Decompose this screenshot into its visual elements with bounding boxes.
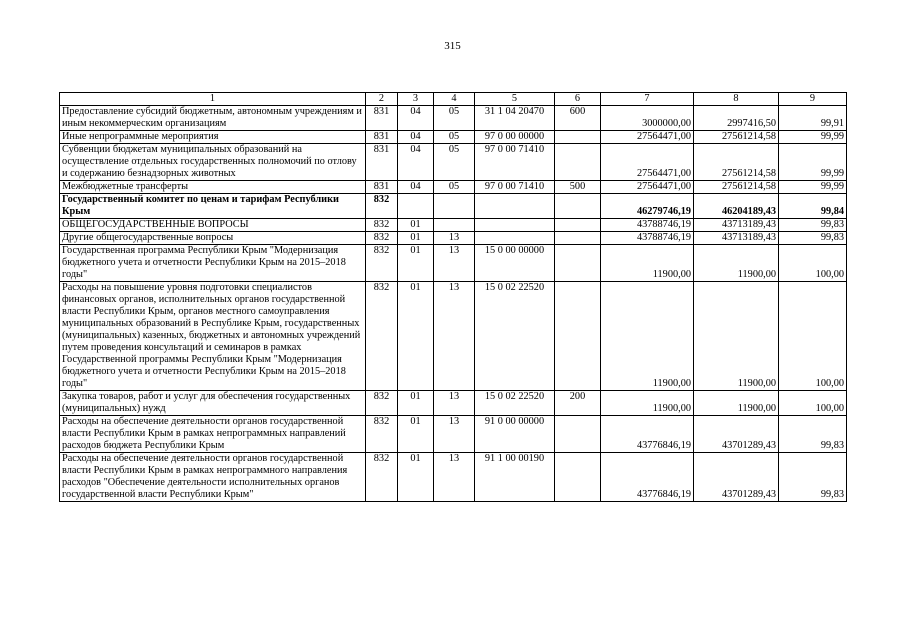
row-plan-amount: 43788746,19: [601, 232, 694, 245]
row-expense-type: [555, 453, 601, 502]
row-subsection-code: [434, 194, 475, 219]
row-ved-code: 832: [366, 194, 398, 219]
row-target-article: 97 0 00 71410: [475, 181, 555, 194]
row-target-article: [475, 232, 555, 245]
row-section-code: [398, 194, 434, 219]
row-actual-amount: 11900,00: [694, 391, 779, 416]
row-subsection-code: 13: [434, 245, 475, 282]
row-subsection-code: 13: [434, 391, 475, 416]
row-actual-amount: 43701289,43: [694, 453, 779, 502]
row-ved-code: 832: [366, 453, 398, 502]
row-expense-type: [555, 245, 601, 282]
row-ved-code: 832: [366, 232, 398, 245]
column-header: 9: [779, 93, 847, 106]
row-ved-code: 832: [366, 245, 398, 282]
row-plan-amount: 27564471,00: [601, 131, 694, 144]
row-percent: 99,99: [779, 144, 847, 181]
row-section-code: 04: [398, 181, 434, 194]
table-row: [60, 391, 847, 416]
column-header: 5: [475, 93, 555, 106]
row-name: ОБЩЕГОСУДАРСТВЕННЫЕ ВОПРОСЫ: [60, 219, 366, 232]
row-expense-type: 200: [555, 391, 601, 416]
row-subsection-code: 05: [434, 131, 475, 144]
row-percent: 99,99: [779, 131, 847, 144]
row-plan-amount: 43776846,19: [601, 453, 694, 502]
row-expense-type: [555, 131, 601, 144]
table-row: [60, 131, 847, 144]
table-row: [60, 282, 847, 391]
row-subsection-code: 13: [434, 453, 475, 502]
row-plan-amount: 3000000,00: [601, 106, 694, 131]
row-target-article: 97 0 00 00000: [475, 131, 555, 144]
row-percent: 100,00: [779, 391, 847, 416]
row-target-article: 91 0 00 00000: [475, 416, 555, 453]
row-actual-amount: 43713189,43: [694, 219, 779, 232]
column-header: 8: [694, 93, 779, 106]
page-number: 315: [444, 40, 461, 52]
row-actual-amount: 46204189,43: [694, 194, 779, 219]
row-actual-amount: 2997416,50: [694, 106, 779, 131]
row-name: Расходы на обеспечение деятельности органов государственной власти Республики Крым в рамках непрограммного направления расходов "Обеспечение деятельности исполнительных органов государственной власти Республики Крым": [60, 453, 366, 502]
row-name: Предоставление субсидий бюджетным, автономным учреждениям и иным некоммерческим организациям: [60, 106, 366, 131]
row-actual-amount: 11900,00: [694, 282, 779, 391]
row-actual-amount: 43701289,43: [694, 416, 779, 453]
row-actual-amount: 11900,00: [694, 245, 779, 282]
row-target-article: 91 1 00 00190: [475, 453, 555, 502]
header-row: [60, 93, 847, 106]
row-ved-code: 832: [366, 391, 398, 416]
row-subsection-code: 05: [434, 144, 475, 181]
row-section-code: 01: [398, 219, 434, 232]
row-percent: 99,83: [779, 453, 847, 502]
row-section-code: 04: [398, 144, 434, 181]
table-row: [60, 453, 847, 502]
row-name: Закупка товаров, работ и услуг для обеспечения государственных (муниципальных) нужд: [60, 391, 366, 416]
row-percent: 100,00: [779, 245, 847, 282]
row-ved-code: 831: [366, 106, 398, 131]
table-row: [60, 416, 847, 453]
table-row: [60, 219, 847, 232]
row-subsection-code: 05: [434, 106, 475, 131]
row-target-article: 15 0 02 22520: [475, 282, 555, 391]
table-row: [60, 232, 847, 245]
row-name: Государственный комитет по ценам и тарифам Республики Крым: [60, 194, 366, 219]
row-subsection-code: 13: [434, 232, 475, 245]
column-header: 6: [555, 93, 601, 106]
row-plan-amount: 11900,00: [601, 282, 694, 391]
column-header: 4: [434, 93, 475, 106]
row-expense-type: 600: [555, 106, 601, 131]
row-expense-type: [555, 232, 601, 245]
budget-table: [59, 92, 847, 502]
row-percent: 99,83: [779, 232, 847, 245]
row-section-code: 04: [398, 106, 434, 131]
row-name: Другие общегосударственные вопросы: [60, 232, 366, 245]
row-plan-amount: 43776846,19: [601, 416, 694, 453]
row-plan-amount: 27564471,00: [601, 181, 694, 194]
row-plan-amount: 11900,00: [601, 391, 694, 416]
row-target-article: 15 0 00 00000: [475, 245, 555, 282]
row-name: Иные непрограммные мероприятия: [60, 131, 366, 144]
row-section-code: 01: [398, 391, 434, 416]
row-percent: 99,84: [779, 194, 847, 219]
column-header: 2: [366, 93, 398, 106]
row-expense-type: [555, 144, 601, 181]
row-expense-type: 500: [555, 181, 601, 194]
row-name: Субвенции бюджетам муниципальных образований на осуществление отдельных государственных полномочий по отлову и содержанию безнадзорных животных: [60, 144, 366, 181]
column-header: 7: [601, 93, 694, 106]
row-subsection-code: [434, 219, 475, 232]
row-plan-amount: 27564471,00: [601, 144, 694, 181]
row-name: Расходы на повышение уровня подготовки специалистов финансовых органов, исполнительных органов государственной власти Республики Крым, органов местного самоуправления муниципальных образований в Республике Крым, государственных (муниципальных) казенных, бюджетных и автономных учреждений путем проведения консультаций и семинаров в рамках Государственной программы Республики Крым "Модернизация бюджетного учета и отчетности Республики Крым на 2015–2018 годы": [60, 282, 366, 391]
row-expense-type: [555, 416, 601, 453]
row-target-article: [475, 219, 555, 232]
table-row: [60, 144, 847, 181]
row-percent: 99,83: [779, 219, 847, 232]
column-header: 1: [60, 93, 366, 106]
row-section-code: 01: [398, 245, 434, 282]
row-target-article: 31 1 04 20470: [475, 106, 555, 131]
row-section-code: 01: [398, 282, 434, 391]
row-expense-type: [555, 282, 601, 391]
row-subsection-code: 05: [434, 181, 475, 194]
row-actual-amount: 27561214,58: [694, 144, 779, 181]
row-actual-amount: 27561214,58: [694, 131, 779, 144]
row-percent: 99,83: [779, 416, 847, 453]
row-ved-code: 831: [366, 144, 398, 181]
row-ved-code: 832: [366, 416, 398, 453]
row-section-code: 01: [398, 416, 434, 453]
row-name: Расходы на обеспечение деятельности органов государственной власти Республики Крым в рамках непрограммных направлений расходов бюджета Республики Крым: [60, 416, 366, 453]
column-header: 3: [398, 93, 434, 106]
row-target-article: [475, 194, 555, 219]
row-actual-amount: 43713189,43: [694, 232, 779, 245]
row-section-code: 01: [398, 453, 434, 502]
row-percent: 99,99: [779, 181, 847, 194]
table-row: [60, 106, 847, 131]
table-row: [60, 245, 847, 282]
row-expense-type: [555, 219, 601, 232]
row-section-code: 04: [398, 131, 434, 144]
row-percent: 99,91: [779, 106, 847, 131]
row-plan-amount: 11900,00: [601, 245, 694, 282]
row-expense-type: [555, 194, 601, 219]
row-ved-code: 832: [366, 219, 398, 232]
row-ved-code: 831: [366, 131, 398, 144]
row-subsection-code: 13: [434, 416, 475, 453]
row-ved-code: 832: [366, 282, 398, 391]
row-ved-code: 831: [366, 181, 398, 194]
row-name: Государственная программа Республики Крым "Модернизация бюджетного учета и отчетности Республики Крым на 2015–2018 годы": [60, 245, 366, 282]
row-section-code: 01: [398, 232, 434, 245]
row-subsection-code: 13: [434, 282, 475, 391]
row-target-article: 97 0 00 71410: [475, 144, 555, 181]
row-percent: 100,00: [779, 282, 847, 391]
row-name: Межбюджетные трансферты: [60, 181, 366, 194]
row-actual-amount: 27561214,58: [694, 181, 779, 194]
row-plan-amount: 43788746,19: [601, 219, 694, 232]
row-target-article: 15 0 02 22520: [475, 391, 555, 416]
table-row: [60, 194, 847, 219]
table-row: [60, 181, 847, 194]
row-plan-amount: 46279746,19: [601, 194, 694, 219]
